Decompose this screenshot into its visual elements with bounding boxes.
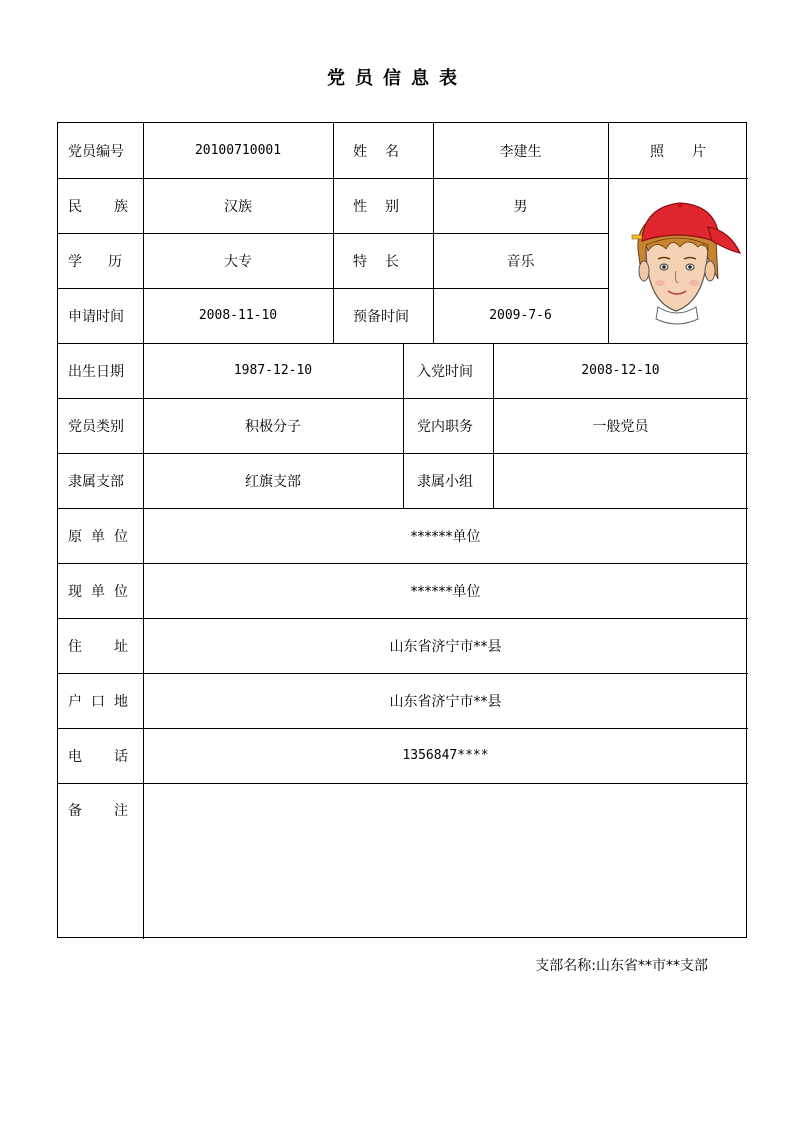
birth-date-label: 出生日期	[68, 363, 124, 380]
member-info-table	[57, 122, 747, 938]
member-no-label: 党员编号	[68, 143, 124, 160]
former-unit-label: 原 单 位	[68, 528, 128, 545]
hukou-label: 户 口 地	[68, 693, 128, 710]
apply-time-value: 2008-11-10	[198, 308, 278, 323]
join-time-value: 2008-12-10	[581, 363, 660, 378]
address-label: 住 址	[68, 638, 128, 655]
member-photo	[608, 179, 746, 341]
join-time-label: 入党时间	[417, 363, 473, 380]
remarks-value	[143, 783, 748, 937]
birth-date-value: 1987-12-10	[233, 363, 313, 378]
name-label: 姓 名	[353, 143, 399, 160]
probation-time-label: 预备时间	[353, 308, 409, 325]
name-value: 李建生	[499, 143, 542, 160]
education-value: 大专	[224, 253, 252, 270]
specialty-value: 音乐	[506, 253, 535, 270]
current-unit-value: ******单位	[410, 583, 481, 600]
former-unit-value: ******单位	[410, 528, 481, 545]
apply-time-label: 申请时间	[68, 308, 124, 325]
group-label: 隶属小组	[417, 473, 473, 490]
page-title: 党员信息表	[327, 68, 467, 89]
photo-label: 照 片	[650, 143, 706, 160]
phone-value: 1356847****	[402, 748, 489, 763]
probation-time-value: 2009-7-6	[489, 308, 552, 323]
gender-label: 性 别	[353, 198, 399, 215]
branch-name-footer: 支部名称:山东省**市**支部	[535, 958, 708, 974]
specialty-label: 特 长	[353, 253, 399, 270]
party-post-label: 党内职务	[417, 418, 473, 435]
address-value: 山东省济宁市**县	[389, 638, 502, 655]
branch-label: 隶属支部	[68, 473, 124, 490]
phone-label: 电 话	[68, 748, 128, 765]
category-value: 积极分子	[245, 418, 301, 435]
gender-value: 男	[513, 198, 528, 215]
ethnicity-label: 民 族	[68, 198, 128, 215]
ethnicity-value: 汉族	[224, 198, 252, 215]
branch-value: 红旗支部	[245, 473, 301, 490]
remarks-label: 备 注	[68, 803, 128, 819]
group-value	[493, 453, 748, 508]
party-post-value: 一般党员	[592, 418, 649, 435]
current-unit-label: 现 单 位	[68, 583, 128, 600]
category-label: 党员类别	[68, 418, 124, 435]
member-no-value: 20100710001	[194, 143, 282, 158]
hukou-value: 山东省济宁市**县	[389, 693, 502, 710]
cartoon-boy-red-cap-icon	[608, 179, 746, 341]
education-label: 学 历	[68, 253, 122, 270]
